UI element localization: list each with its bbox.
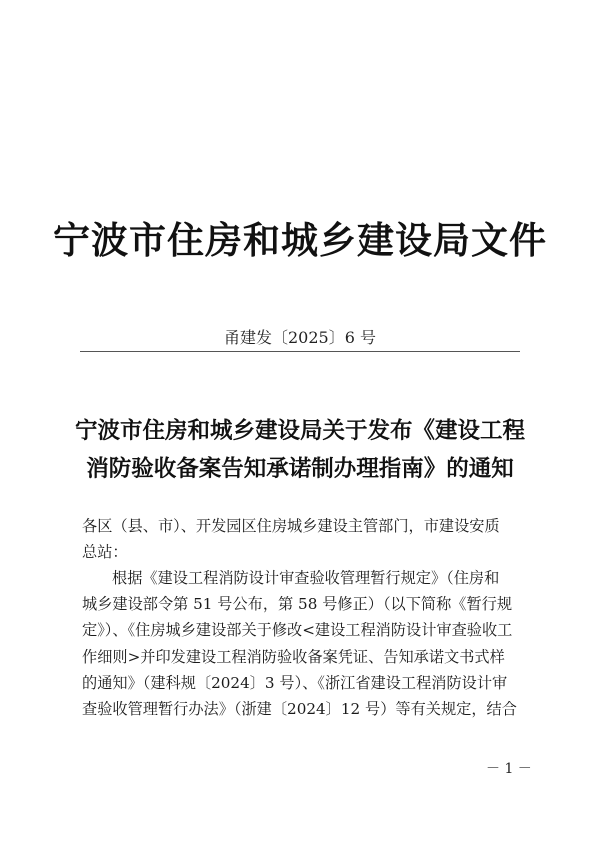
addressee-line-1: 各区（县、市）、开发园区住房城乡建设主管部门，市建设安质 [82,517,500,535]
notice-title [0,412,600,488]
document-number: 甬建发〔2025〕6 号 [224,328,376,347]
title-line-2: 消防验收备案告知承诺制办理指南》的通知 [86,456,514,482]
separator-line [80,351,520,352]
title-line-1: 宁波市住房和城乡建设局关于发布《建设工程 [74,418,525,444]
body-line-6: 查验收管理暂行办法》（浙建〔2024〕12 号）等有关规定，结合 [82,700,517,719]
body-line-1: 根据《建设工程消防设计审查验收管理暂行规定》（住房和 [112,569,500,587]
addressee [82,513,522,565]
body-line-5: 的通知》（建科规〔2024〕3 号）、《浙江省建设工程消防设计审 [82,673,508,692]
addressee-line-2: 总站： [82,543,128,562]
body-line-3: 定》）、《住房城乡建设部关于修改<建设工程消防设计审查验收工 [82,621,513,640]
body-line-2: 城乡建设部令第 51 号公布，第 58 号修正）（以下简称《暂行规 [82,595,513,614]
body-paragraph [82,565,522,722]
issuing-authority-header: 宁波市住房和城乡建设局文件 [53,219,547,262]
body-line-4: 作细则>并印发建设工程消防验收备案凭证、告知承诺文书式样 [82,647,505,666]
page-number: － 1 － [486,761,532,777]
